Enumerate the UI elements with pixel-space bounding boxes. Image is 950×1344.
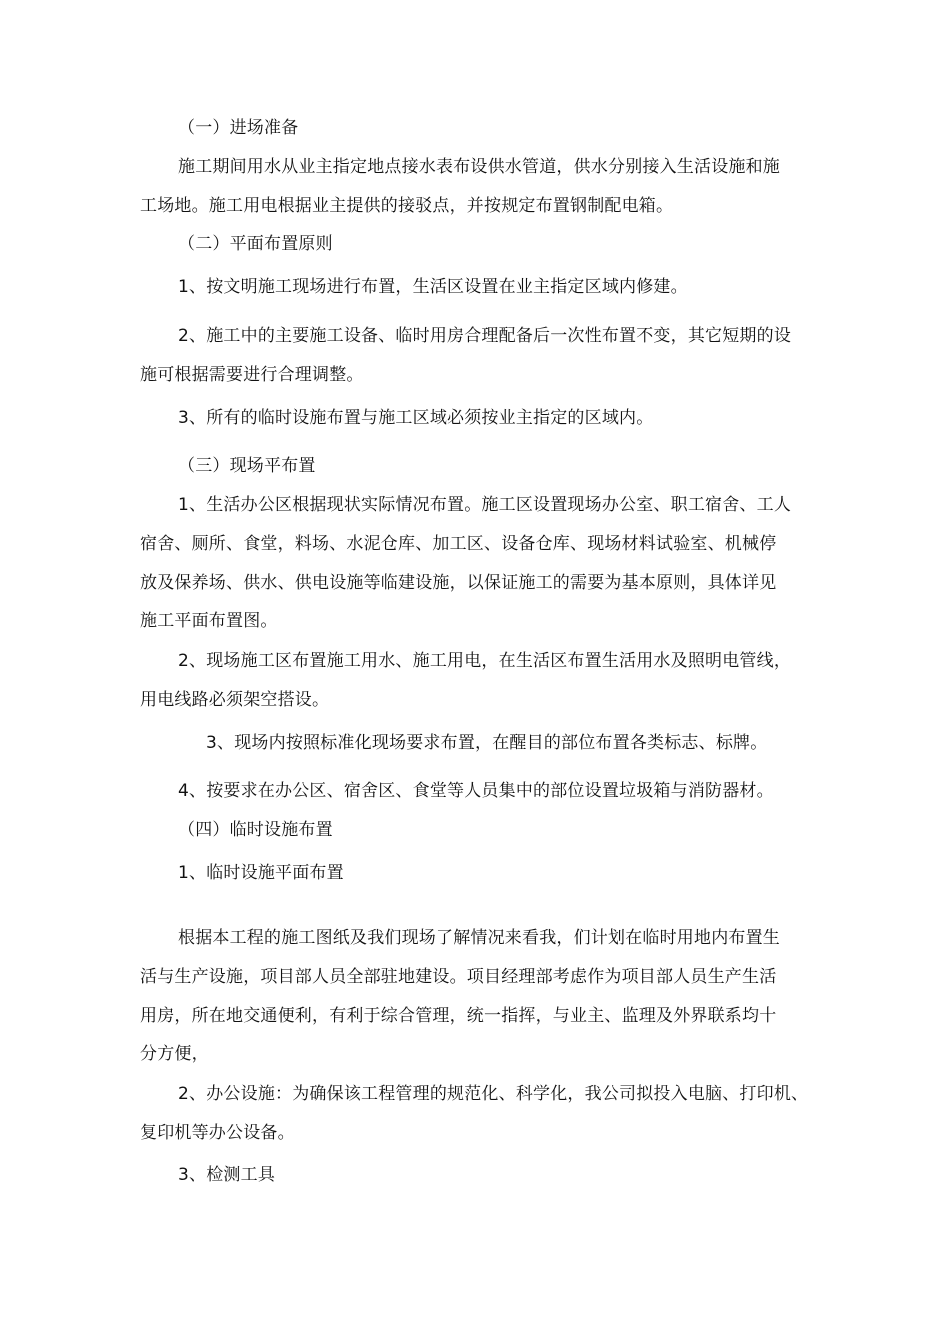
paragraph-line: 2、现场施工区布置施工用水、施工用电，在生活区布置生活用水及照明电管线，: [178, 651, 792, 671]
paragraph-line: 用电线路必须架空搭设。: [140, 690, 330, 710]
paragraph-line: 3、所有的临时设施布置与施工区域必须按业主指定的区域内。: [178, 408, 654, 428]
section-heading: （四）临时设施布置: [178, 820, 333, 840]
paragraph-line: 3、检测工具: [178, 1165, 276, 1185]
paragraph-line: 施可根据需要进行合理调整。: [140, 365, 364, 385]
section-heading: （三）现场平布置: [178, 456, 316, 476]
paragraph-line: 活与生产设施，项目部人员全部驻地建设。项目经理部考虑作为项目部人员生产生活: [140, 967, 777, 987]
paragraph-line: 工场地。施工用电根据业主提供的接驳点，并按规定布置钢制配电箱。: [140, 196, 674, 216]
section-heading: （一）进场准备: [178, 118, 299, 138]
paragraph-line: 用房，所在地交通便利，有利于综合管理，统一指挥，与业主、监理及外界联系均十: [140, 1006, 777, 1026]
paragraph-line: 复印机等办公设备。: [140, 1123, 295, 1143]
section-heading: （二）平面布置原则: [178, 234, 333, 254]
paragraph-line: 根据本工程的施工图纸及我们现场了解情况来看我，们计划在临时用地内布置生: [178, 928, 780, 948]
paragraph-line: 宿舍、厕所、食堂，料场、水泥仓库、加工区、设备仓库、现场材料试验室、机械停: [140, 534, 777, 554]
paragraph-line: 3、现场内按照标准化现场要求布置，在醒目的部位布置各类标志、标牌。: [206, 733, 768, 753]
paragraph-line: 施工期间用水从业主指定地点接水表布设供水管道，供水分别接入生活设施和施: [178, 157, 780, 177]
paragraph-line: 1、生活办公区根据现状实际情况布置。施工区设置现场办公室、职工宿舍、工人: [178, 495, 792, 515]
paragraph-line: 放及保养场、供水、供电设施等临建设施，以保证施工的需要为基本原则，具体详见: [140, 573, 777, 593]
paragraph-line: 2、办公设施：为确保该工程管理的规范化、科学化，我公司拟投入电脑、打印机、: [178, 1084, 809, 1104]
paragraph-line: 1、按文明施工现场进行布置，生活区设置在业主指定区域内修建。: [178, 277, 688, 297]
paragraph-line: 施工平面布置图。: [140, 611, 278, 631]
paragraph-line: 4、按要求在办公区、宿舍区、食堂等人员集中的部位设置垃圾箱与消防器材。: [178, 781, 774, 801]
paragraph-line: 1、临时设施平面布置: [178, 863, 344, 883]
paragraph-line: 分方便，: [140, 1044, 209, 1064]
paragraph-line: 2、施工中的主要施工设备、临时用房合理配备后一次性布置不变，其它短期的设: [178, 326, 792, 346]
